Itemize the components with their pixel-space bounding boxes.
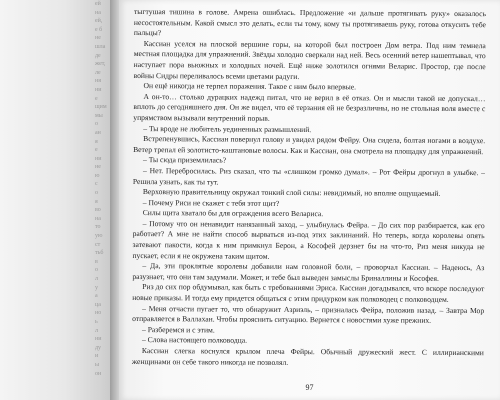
paragraph: – Слова настоящего полководца.	[141, 335, 248, 346]
paragraph: – Почему Риси не скажет с тебя этот щит?	[142, 197, 280, 208]
left-page-fragment: л	[95, 276, 98, 282]
paragraph: – Разберемся и с этим.	[142, 324, 215, 335]
left-page-fragment: не	[95, 35, 101, 42]
left-page-fragment: но	[95, 310, 102, 317]
left-page	[0, 0, 118, 400]
page-number: 97	[305, 383, 314, 392]
left-page-fragment: ую	[95, 233, 103, 240]
left-page-fragment: я	[95, 138, 98, 145]
left-page-fragment: ду	[95, 344, 102, 351]
left-page-fragment: и	[95, 353, 99, 360]
left-page-fragment: в	[95, 258, 98, 265]
paragraph: – Ты сюда приземлилась?	[143, 155, 227, 165]
left-page-fragment: л	[95, 327, 98, 334]
left-page-fragment: жет,	[95, 61, 106, 68]
paragraph: Риз до сих пор обдумывал, как быть с требованиями Эриса. Кассиан догадывался, что вскоре последуют новые приказы. И тогда ему придется общаться с этим придурком как полководец с полководцем.	[132, 282, 485, 304]
paragraph: Он ещё никогда не терпел поражения. Такое с ним было впервые.	[143, 81, 357, 92]
left-page-fragment: он	[95, 370, 102, 377]
paragraph: – Меня отчасти пугает то, что обнаружит Азриэль, – призналась Фейра, положив назад. – Завтра Мор отправляется в Валлахан. Чтобы прояснить ситуацию. Вернется с новостями хуже прежних.	[132, 303, 485, 326]
right-page	[119, 0, 500, 400]
left-page-fragment: ей,	[95, 18, 103, 25]
paragraph: Кассиан уселся на плоской вершине горы, на которой был построен Дом ветра. Под ним темнела местная площадка для упражнений. Звёзды холодно сверкали над ней. Весь осенний ветер нашептывал, что наступает пора вьюжных и холодных ночей. Ещё ниже золотился огнями Веларис. Простор, где после войны Сидры переливалось всеми цветами радуги.	[133, 38, 486, 81]
page-text	[132, 7, 486, 369]
left-page-fragment: на	[95, 215, 101, 222]
left-page-fragment: ан	[95, 129, 101, 136]
left-page-fragment: ей	[95, 1, 101, 7]
left-page-fragment: то	[95, 224, 101, 231]
left-page-fragment: а	[95, 293, 98, 300]
left-page-fragment: на	[95, 9, 101, 16]
left-page-fragment: ня	[95, 78, 101, 85]
left-page-fragment: ни	[95, 336, 102, 343]
left-page-fragment: ни	[95, 86, 102, 93]
left-page-fragment: о	[95, 121, 98, 128]
paragraph: тыгтушая тишина в голове. Амрена ошиблась. Предложение «и дальше протягивать руку» оказалось несостоятельным. Какой смысл это делать, если ты тому, кому ты протягиваешь руку, готова откусить тебе пальцы?	[133, 7, 486, 38]
left-page-fragment: е	[95, 95, 98, 102]
paragraph: – Да, эти проклятые королевы добавили нам головной боли, – проворчал Кассиан. – Надеюсь, Аз разузнает, что они там задумали. Может, и тебе был выведен замыслы Бриналлины и Кософея.	[132, 261, 485, 283]
paragraph: Силы щита хватало бы для ограждения всего Велариса.	[142, 208, 324, 219]
left-page-fragment: ле	[95, 69, 101, 76]
paragraph: – Потому что он ненавидит нанязанный заход, – улыбнулась Фейра. – До сих пор разбирается, как его работает? А мне не найти способ вырваться из-под этих заклинаний. Но теперь, когда королевы опять затевают пакости, когда к ним примкнул Берон, а Кософей дерзнет бы на что-то, Риз меня никуда не пускает, если я не окружена таким щитом.	[132, 218, 485, 261]
left-page-fragment: я	[95, 198, 98, 205]
left-page-fragment: о	[95, 267, 98, 274]
paragraph: – Нет. Переброcилась. Риз сказал, что ты «слишком громко думал». – Рот Фейры дрогнул в улыбке. – Решила узнать, как ты тут.	[132, 165, 486, 187]
left-page-fragment: ы	[95, 361, 100, 368]
left-page-fragment: ю	[95, 172, 100, 179]
left-page-fragment: шла	[95, 43, 106, 50]
paragraph: А он-то… столько дурацких надежд питал, что не верил в её отказ. Он и мысли такой не допускал… вплоть до сегодняшнего дня. Он же видел, что её терзания ей не безразличны, но не стольная воля вместе с упрямством вызывали внутренний порыв.	[133, 91, 486, 123]
left-page-fragment: ца	[95, 301, 101, 308]
left-page-fragment: у	[95, 284, 98, 291]
left-page-fragment: о	[95, 190, 98, 197]
left-page-fragment: мы	[95, 112, 103, 119]
left-page-fragment: не	[95, 164, 101, 171]
left-page-fragment: тьб	[95, 250, 104, 257]
left-page-fragment: ь	[95, 318, 98, 325]
paragraph: Встрепенувшись, Кассиан повернул голову и увидел рядом Фейру. Она сидела, болтая ногами в воздухе. Ветер трепал ей золотисто-каштановые волосы. Как и Кассиан, она смотрела на площадку для упражнений.	[133, 134, 486, 156]
left-page-fragment: е б	[95, 26, 103, 33]
left-page-fragment: с	[95, 181, 98, 188]
left-page-fragment: е	[95, 147, 98, 154]
paragraph: Кассиан слегка коснулся крылом плеча Фейры. Обычный дружеский жест. С иллирианскими женщинами он себе такого никогда не позволял.	[131, 346, 484, 367]
left-page-fragment: ст	[95, 241, 101, 248]
left-page-fragment: де	[95, 52, 101, 59]
left-page-fragment: ни	[95, 155, 102, 162]
left-page-fragment: щим	[95, 104, 107, 111]
paragraph: Верховную правительницу окружал тонкий слой силы: невидимый, но вполне ощущаемый.	[142, 187, 441, 198]
paragraph: – Ты вроде не любитель уединенных размышлений.	[143, 123, 312, 134]
left-page-fragment: во	[95, 207, 101, 214]
